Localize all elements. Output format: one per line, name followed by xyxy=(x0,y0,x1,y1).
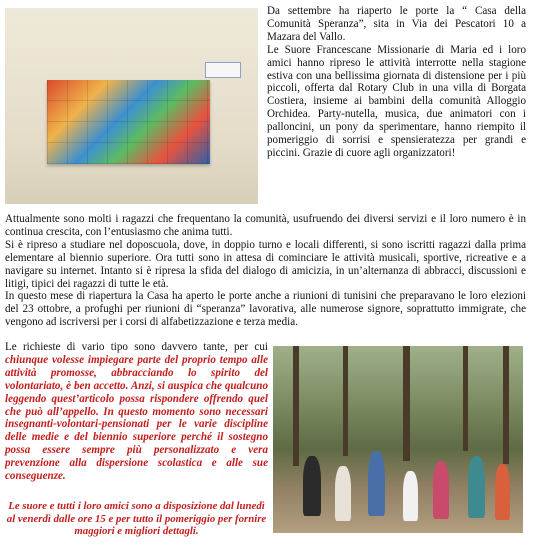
tile-mural xyxy=(47,80,210,164)
suore-paragraph: Le Suore Francescane Missionarie di Maria ed i loro amici hanno ripreso le attività interrotte nella stagione estiva con una bellissima giornata di distensione per i più piccoli, offerta dal Rotary Club in una villa di Borgata Costiera, insieme ai bambini della comunità Alloggio Orchidea. Party-nutella, musica, due animatori con i palloncini, un pony da sperimentare, hanno riempito il pomeriggio di sorrisi e spensieratezza per grandi e piccini. Grazie di cuore agli organizzatori! xyxy=(267,43,526,159)
person-figure xyxy=(495,464,510,520)
left-column-text xyxy=(5,341,268,483)
person-figure xyxy=(303,456,321,516)
person-figure xyxy=(433,461,449,519)
person-figure xyxy=(403,471,418,521)
person-figure xyxy=(368,451,385,516)
riunioni-paragraph: In questo mese di riapertura la Casa ha aperto le porte anche a riunioni di tunisini che preparavano le loro elezioni del 23 ottobre, a profughi per riunioni di “speranza” lavorativa, alle numerose signore, soprattutto immigrate, che vengono ad iscriversi per i corsi di alfabetizzazione e terza media. xyxy=(5,290,526,329)
right-column-text xyxy=(267,5,526,160)
wall-plaque xyxy=(205,62,241,78)
tree-trunk xyxy=(463,346,468,451)
person-figure xyxy=(468,456,485,518)
intro-paragraph: Da settembre ha riaperto le porte la “ Casa della Comunità Speranza”, sita in Via dei Pescatori 10 a Mazara del Vallo. xyxy=(267,5,526,43)
full-width-text xyxy=(5,213,526,329)
richieste-paragraph xyxy=(5,341,268,483)
children-group-photo xyxy=(273,346,523,533)
attualmente-paragraph: Attualmente sono molti i ragazzi che frequentano la comunità, usufruendo dei diversi servizi e il loro numero è in continua crescita, con l’entusiasmo che anima tutti. xyxy=(5,213,526,238)
tree-trunk xyxy=(293,346,299,466)
doposcuola-paragraph: Si è ripreso a studiare nel doposcuola, dove, in doppio turno e locali differenti, si sono iscritti ragazzi dalla prima elementare al biennio superiore. Ora tutti sono in attesa di cominciare le attività musicali, sportive, ricreative e a navigare su internet. Intanto si è ripresa la sfida del dialogo di amicizia, in un’alternanza di abbracci, discussioni e litigi, tipici dei ragazzi di tutte le età. xyxy=(5,238,526,290)
tree-trunk xyxy=(403,346,410,461)
tree-trunk xyxy=(503,346,509,464)
person-figure xyxy=(335,466,351,521)
richieste-plain-text: Le richieste di vario tipo sono davvero tante, per cui xyxy=(5,341,268,353)
availability-note: Le suore e tutti i loro amici sono a disposizione dal lunedì al venerdì dalle ore 15 e per tutto il pomeriggio per fornire maggiori e migliori dettagli. xyxy=(6,500,267,538)
tree-trunk xyxy=(343,346,348,456)
volunteer-appeal-text: chiunque volesse impiegare parte del proprio tempo alle attività promosse, abbracciando lo spirito del volontariato, è ben accetto. Anzi, si auspica che qualcuno leggendo quest’articolo possa rispondere offrendo quel che può all’appello. In questo momento sono necessari insegnanti-volontari-pensionati per le varie discipline delle medie e del biennio superiore perché il sostegno possa essere sempre più personalizzato e vera prevenzione alla dispersione scolastica e alle sue conseguenze. xyxy=(5,353,268,483)
mural-photo xyxy=(5,8,258,204)
